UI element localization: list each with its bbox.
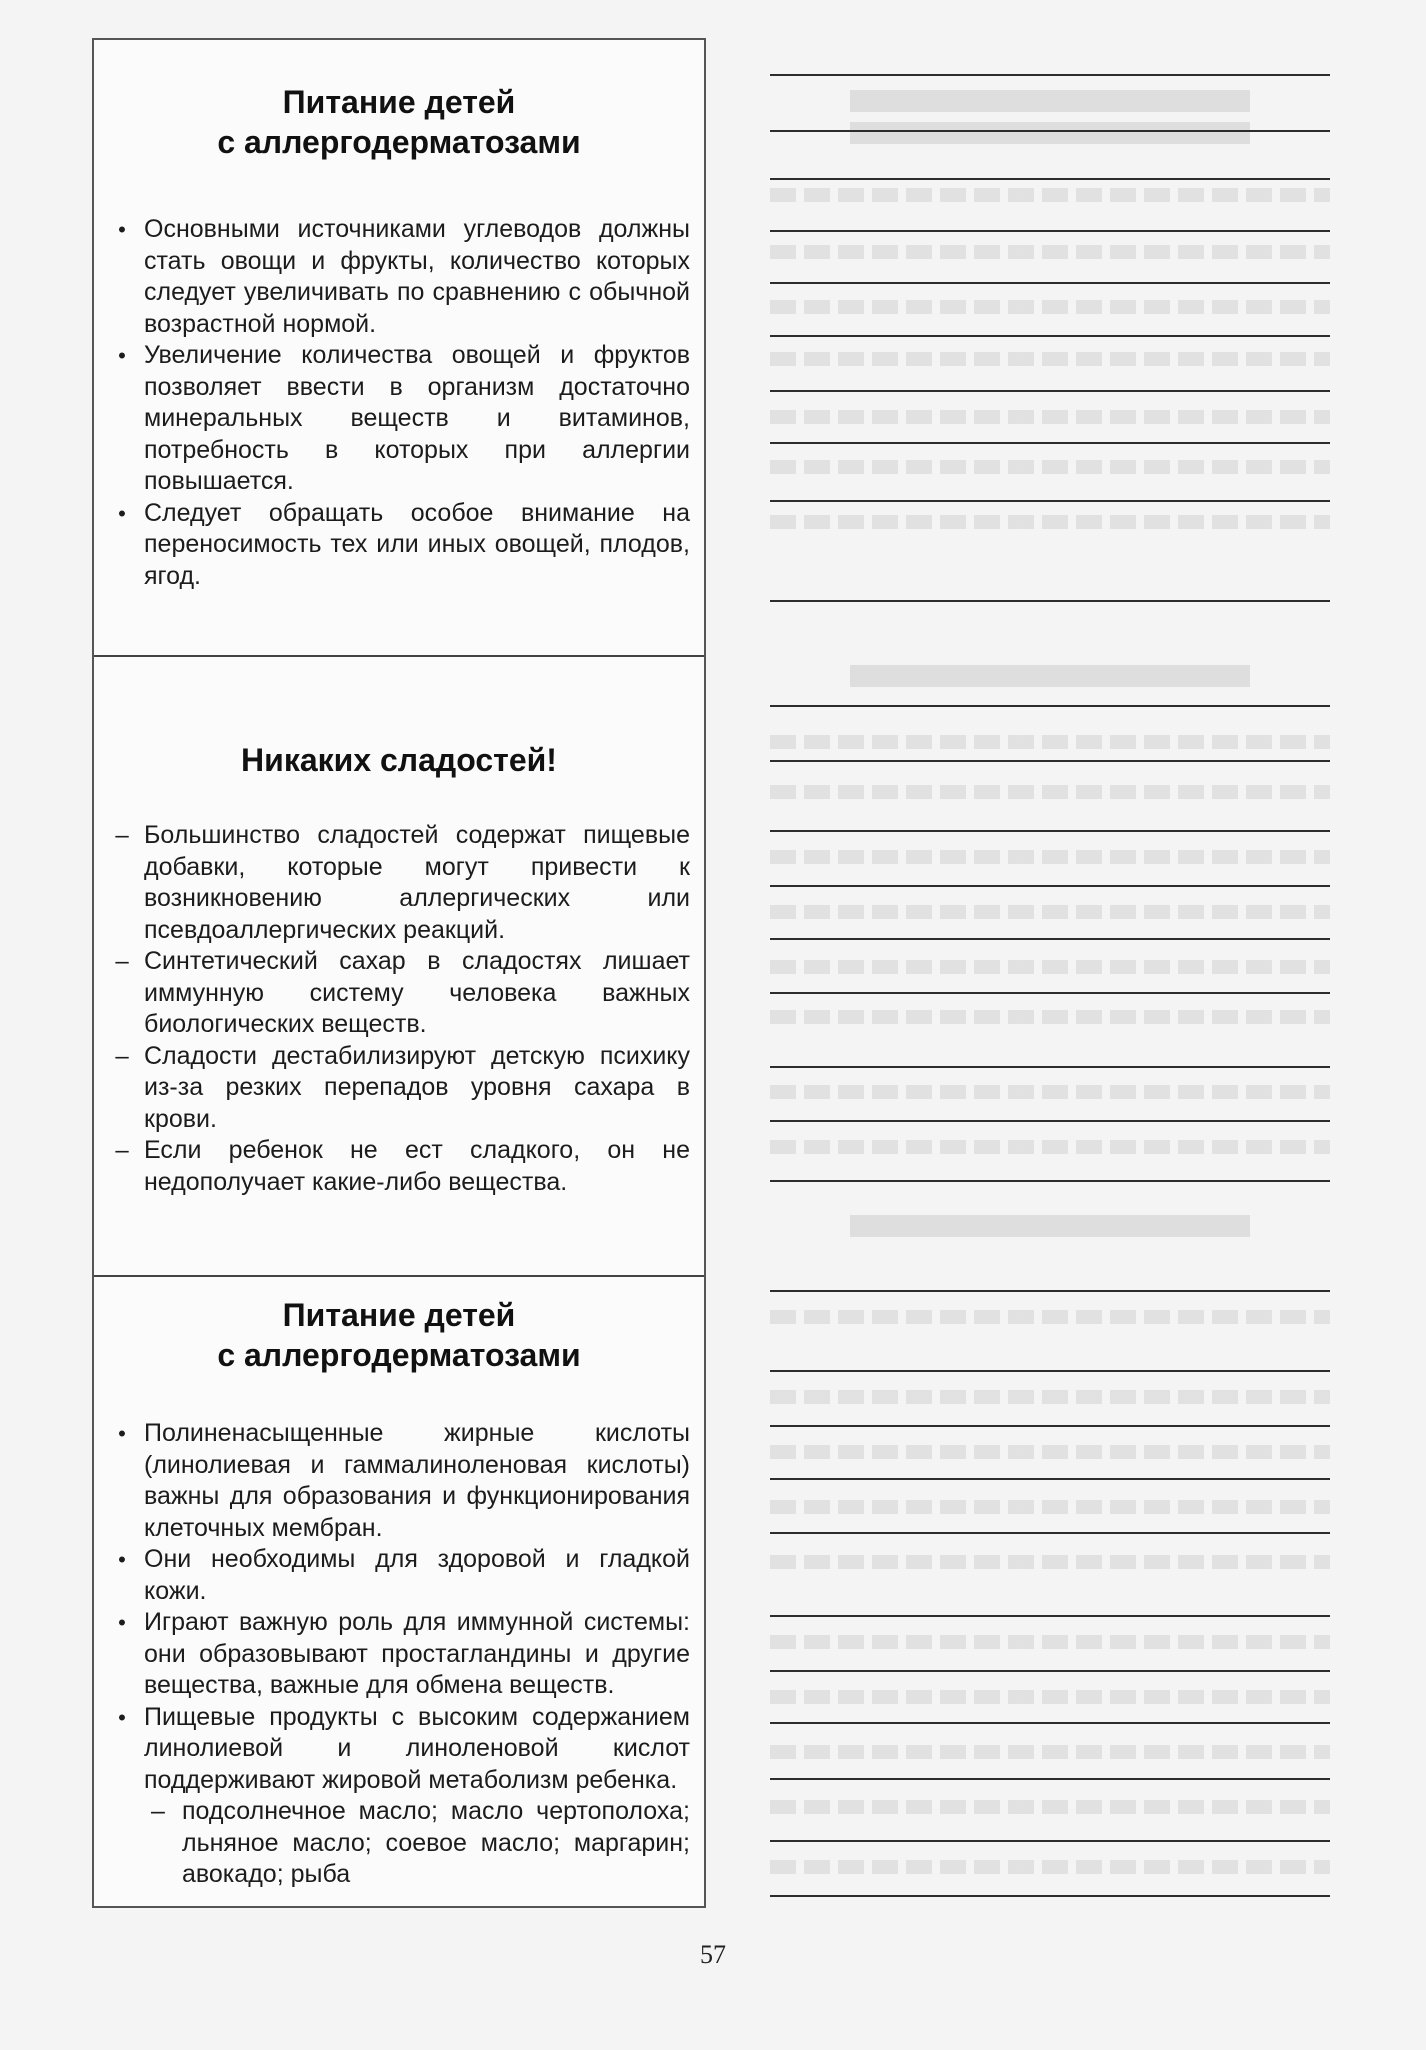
dash-marker: – bbox=[115, 1042, 129, 1070]
sub-list-item bbox=[94, 1796, 704, 1891]
section-nutrition-2 bbox=[94, 1277, 704, 1910]
list-item bbox=[94, 1418, 704, 1544]
title-line-2: с аллергодерматозами bbox=[217, 1337, 581, 1373]
title-line-1: Питание детей bbox=[282, 1297, 516, 1333]
list-item-text: Основными источниками углеводов должны стать овощи и фрукты, количество которых следует увеличивать по сравнению с обычной возрастной нормой. bbox=[144, 215, 690, 338]
list-item bbox=[94, 498, 704, 593]
bullet-marker: • bbox=[118, 1610, 126, 1635]
section-nutrition-1 bbox=[94, 40, 704, 657]
bullet-list bbox=[94, 214, 704, 592]
dash-marker: – bbox=[115, 1137, 129, 1164]
bleed-through-column bbox=[770, 60, 1330, 1960]
dash-marker: – bbox=[115, 822, 129, 849]
content-frame bbox=[92, 38, 706, 1908]
title-line-1: Питание детей bbox=[282, 84, 516, 120]
list-item-text: Увеличение количества овощей и фруктов позволяет ввести в организм достаточно минеральных веществ и витаминов, потребность в которых при аллергии повышается. bbox=[144, 341, 690, 495]
sub-list-item-text: подсолнечное масло; масло чертополоха; льняное масло; соевое масло; маргарин; авокадо; рыба bbox=[182, 1797, 690, 1888]
list-item bbox=[94, 340, 704, 498]
list-item bbox=[94, 820, 704, 946]
list-item bbox=[94, 214, 704, 340]
list-item-text: Полиненасыщенные жирные кислоты (линолиевая и гаммалиноленовая кислоты) важны для образования и функционирования клеточных мембран. bbox=[144, 1419, 690, 1542]
list-item-text: Синтетический сахар в сладостях лишает иммунную систему человека важных биологических веществ. bbox=[144, 947, 690, 1038]
bullet-marker: • bbox=[118, 1547, 126, 1572]
dash-list bbox=[94, 820, 704, 1198]
list-item-text: Они необходимы для здоровой и гладкой кожи. bbox=[144, 1545, 690, 1605]
list-item bbox=[94, 1607, 704, 1702]
list-item-text: Играют важную роль для иммунной системы: они образовывают простагландины и другие вещества, важные для обмена веществ. bbox=[144, 1608, 690, 1699]
bullet-marker: • bbox=[118, 217, 126, 242]
dash-marker: – bbox=[151, 1797, 165, 1825]
page-number: 57 bbox=[700, 1940, 726, 1969]
list-item bbox=[94, 1135, 704, 1198]
list-item bbox=[94, 1544, 704, 1607]
bullet-marker: • bbox=[118, 1704, 126, 1730]
bullet-marker: • bbox=[118, 1421, 126, 1446]
section-title bbox=[94, 40, 704, 162]
section-title: Никаких сладостей! bbox=[241, 742, 557, 778]
title-line-2: с аллергодерматозами bbox=[217, 124, 581, 160]
list-item bbox=[94, 946, 704, 1041]
list-item-text: Сладости дестабилизируют детскую психику из-за резких перепадов уровня сахара в крови. bbox=[144, 1041, 690, 1133]
list-item-text: Следует обращать особое внимание на переносимость тех или иных овощей, плодов, ягод. bbox=[144, 498, 690, 590]
list-item-text: Большинство сладостей содержат пищевые добавки, которые могут привести к возникновению аллергических или псевдоаллергических реакций. bbox=[144, 821, 690, 944]
list-item bbox=[94, 1702, 704, 1797]
list-item bbox=[94, 1041, 704, 1136]
section-no-sweets bbox=[94, 657, 704, 1277]
dash-marker: – bbox=[115, 948, 129, 975]
bullet-marker: • bbox=[118, 343, 126, 368]
list-item-text: Если ребенок не ест сладкого, он не недополучает какие-либо вещества. bbox=[144, 1136, 690, 1196]
list-item-text: Пищевые продукты с высоким содержанием линолиевой и линоленовой кислот поддерживают жировой метаболизм ребенка. bbox=[144, 1702, 690, 1794]
bullet-marker: • bbox=[118, 500, 126, 526]
section-title bbox=[94, 1277, 704, 1375]
bullet-list bbox=[94, 1418, 704, 1891]
